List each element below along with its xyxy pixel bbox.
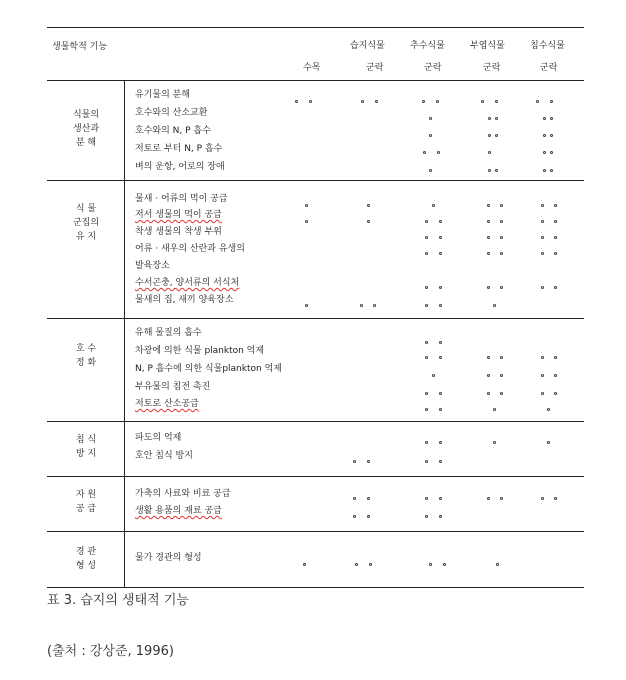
circle-mark	[425, 441, 428, 444]
circle-mark	[367, 220, 370, 223]
circle-mark	[439, 408, 442, 411]
header-col-4-top: 부엽식물	[470, 41, 505, 51]
circle-mark	[425, 341, 428, 344]
circle-mark	[500, 374, 503, 377]
circle-mark	[487, 236, 490, 239]
category-line: 침 식	[75, 435, 97, 445]
circle-mark	[487, 497, 490, 500]
circle-mark	[432, 204, 435, 207]
circle-mark	[481, 100, 484, 103]
circle-mark	[425, 236, 428, 239]
circle-mark	[487, 374, 490, 377]
circle-mark	[353, 497, 356, 500]
circle-mark	[432, 374, 435, 377]
circle-mark	[361, 100, 364, 103]
circle-mark	[554, 356, 557, 359]
category-line: 식물의	[72, 110, 100, 120]
category-community	[48, 202, 124, 244]
circle-mark	[367, 497, 370, 500]
circle-mark	[541, 252, 544, 255]
circle-mark	[439, 286, 442, 289]
circle-mark	[487, 286, 490, 289]
category-line: 생산과	[72, 124, 100, 134]
category-line: 정 화	[75, 358, 97, 368]
category-line: 방 지	[75, 449, 97, 459]
circle-mark	[550, 169, 553, 172]
category-line: 식 물	[75, 204, 97, 214]
circle-mark	[500, 286, 503, 289]
circle-mark	[355, 563, 358, 566]
row-label: 어류 · 새우의 산란과 유생의	[135, 244, 245, 254]
circle-mark	[543, 169, 546, 172]
circle-mark	[425, 304, 428, 307]
row-label: 유해 물질의 흡수	[135, 328, 202, 338]
circle-mark	[541, 220, 544, 223]
circle-mark	[439, 252, 442, 255]
circle-mark	[547, 441, 550, 444]
row-label: 호수와의 N, P 흡수	[135, 126, 211, 136]
circle-mark	[439, 392, 442, 395]
circle-mark	[500, 356, 503, 359]
circle-mark	[439, 497, 442, 500]
circle-mark	[425, 252, 428, 255]
row-label: N, P 흡수에 의한 식물plankton 억제	[135, 364, 282, 374]
category-line: 공 급	[75, 504, 97, 514]
circle-mark	[500, 497, 503, 500]
circle-mark	[500, 220, 503, 223]
circle-mark	[488, 169, 491, 172]
circle-mark	[547, 408, 550, 411]
circle-mark	[554, 286, 557, 289]
circle-mark	[488, 151, 491, 154]
row-label: 생활 용품의 재료 공급	[135, 506, 222, 516]
circle-mark	[554, 252, 557, 255]
circle-mark	[488, 134, 491, 137]
circle-mark	[495, 169, 498, 172]
circle-mark	[554, 497, 557, 500]
circle-mark	[550, 117, 553, 120]
row-label: 파도의 억제	[135, 433, 182, 443]
category-resources	[48, 488, 124, 516]
circle-mark	[425, 515, 428, 518]
category-line: 호 수	[75, 344, 97, 354]
row-label: 물새 · 어류의 먹이 공급	[135, 194, 228, 204]
circle-mark	[429, 117, 432, 120]
circle-mark	[550, 134, 553, 137]
circle-mark	[422, 100, 425, 103]
category-landscape	[48, 545, 124, 573]
circle-mark	[367, 515, 370, 518]
table-caption: 표 3. 습지의 생태적 기능	[47, 593, 189, 608]
circle-mark	[550, 151, 553, 154]
table-top-border	[47, 27, 584, 28]
row-label: 착생 생물의 착생 부위	[135, 227, 222, 237]
circle-mark	[541, 236, 544, 239]
row-label: 벼의 운항, 어로의 장애	[135, 162, 225, 172]
row-label: 물가 경관의 형성	[135, 553, 202, 563]
header-col-5-bottom: 군락	[540, 63, 558, 73]
circle-mark	[439, 441, 442, 444]
circle-mark	[554, 204, 557, 207]
group-3-border	[47, 421, 584, 422]
circle-mark	[493, 441, 496, 444]
header-bottom-border	[47, 80, 584, 81]
group-1-border	[47, 180, 584, 181]
circle-mark	[493, 304, 496, 307]
circle-mark	[495, 134, 498, 137]
circle-mark	[305, 304, 308, 307]
circle-mark	[487, 252, 490, 255]
row-label: 발육장소	[135, 261, 170, 271]
circle-mark	[487, 220, 490, 223]
header-col-2-bottom: 군락	[366, 63, 384, 73]
row-label: 부유물의 침전 촉진	[135, 382, 211, 392]
category-line: 경 관	[75, 547, 97, 557]
circle-mark	[360, 304, 363, 307]
header-col-3-bottom: 군락	[424, 63, 442, 73]
category-production	[48, 108, 124, 150]
circle-mark	[536, 100, 539, 103]
row-label: 수서곤충, 양서류의 서식처	[135, 278, 240, 288]
circle-mark	[439, 220, 442, 223]
circle-mark	[439, 341, 442, 344]
circle-mark	[425, 392, 428, 395]
circle-mark	[496, 563, 499, 566]
category-line: 자 원	[75, 490, 97, 500]
circle-mark	[425, 220, 428, 223]
circle-mark	[367, 204, 370, 207]
circle-mark	[554, 392, 557, 395]
circle-mark	[500, 252, 503, 255]
circle-mark	[353, 460, 356, 463]
row-label: 저서 생물의 먹이 공급	[135, 210, 222, 220]
row-label: 저토로 부터 N, P 흡수	[135, 144, 223, 154]
row-label: 저토로 산소공급	[135, 399, 199, 409]
circle-mark	[543, 117, 546, 120]
circle-mark	[429, 134, 432, 137]
circle-mark	[541, 497, 544, 500]
circle-mark	[554, 236, 557, 239]
circle-mark	[375, 100, 378, 103]
circle-mark	[495, 100, 498, 103]
row-label: 차광에 의한 식물 plankton 억제	[135, 346, 265, 356]
row-label: 호수와의 산소교환	[135, 108, 208, 118]
circle-mark	[439, 515, 442, 518]
circle-mark	[488, 117, 491, 120]
category-purification	[48, 342, 124, 370]
circle-mark	[367, 460, 370, 463]
header-col-5-top: 침수식물	[530, 41, 565, 51]
circle-mark	[369, 563, 372, 566]
circle-mark	[439, 356, 442, 359]
circle-mark	[439, 236, 442, 239]
circle-mark	[487, 392, 490, 395]
circle-mark	[309, 100, 312, 103]
circle-mark	[500, 236, 503, 239]
circle-mark	[439, 304, 442, 307]
category-line: 군집의	[72, 218, 100, 228]
row-label: 유기물의 분해	[135, 90, 191, 100]
header-function-label: 생물학적 기능	[52, 42, 108, 52]
circle-mark	[543, 151, 546, 154]
circle-mark	[500, 204, 503, 207]
circle-mark	[425, 356, 428, 359]
header-col-1-bottom: 수목	[303, 63, 321, 73]
circle-mark	[554, 220, 557, 223]
circle-mark	[423, 151, 426, 154]
circle-mark	[443, 563, 446, 566]
circle-mark	[439, 460, 442, 463]
row-label: 물새의 집, 새끼 양육장소	[135, 295, 234, 305]
circle-mark	[305, 204, 308, 207]
circle-mark	[500, 392, 503, 395]
category-line: 유 지	[75, 232, 97, 242]
circle-mark	[495, 117, 498, 120]
circle-mark	[541, 204, 544, 207]
circle-mark	[436, 100, 439, 103]
category-line: 분 해	[75, 138, 97, 148]
circle-mark	[493, 408, 496, 411]
category-line: 형 성	[75, 561, 97, 571]
circle-mark	[305, 220, 308, 223]
circle-mark	[429, 563, 432, 566]
circle-mark	[541, 374, 544, 377]
circle-mark	[487, 356, 490, 359]
circle-mark	[541, 286, 544, 289]
row-label: 호안 침식 방지	[135, 451, 193, 461]
circle-mark	[554, 374, 557, 377]
circle-mark	[295, 100, 298, 103]
circle-mark	[543, 134, 546, 137]
circle-mark	[353, 515, 356, 518]
header-col-3-top: 추수식물	[410, 41, 445, 51]
group-5-border	[47, 531, 584, 532]
group-4-border	[47, 476, 584, 477]
circle-mark	[541, 356, 544, 359]
circle-mark	[487, 204, 490, 207]
header-col-4-bottom: 군락	[483, 63, 501, 73]
source-citation: (출처 : 강상준, 1996)	[47, 644, 174, 659]
row-label: 가축의 사료와 비료 공급	[135, 489, 231, 499]
group-2-border	[47, 318, 584, 319]
circle-mark	[425, 460, 428, 463]
circle-mark	[425, 408, 428, 411]
circle-mark	[429, 169, 432, 172]
circle-mark	[425, 497, 428, 500]
circle-mark	[373, 304, 376, 307]
circle-mark	[425, 286, 428, 289]
category-erosion	[48, 433, 124, 461]
circle-mark	[303, 563, 306, 566]
table-bottom-border	[47, 587, 584, 588]
table-vertical-divider	[124, 80, 125, 587]
header-col-2-top: 습지식물	[350, 41, 385, 51]
circle-mark	[437, 151, 440, 154]
circle-mark	[541, 392, 544, 395]
circle-mark	[550, 100, 553, 103]
